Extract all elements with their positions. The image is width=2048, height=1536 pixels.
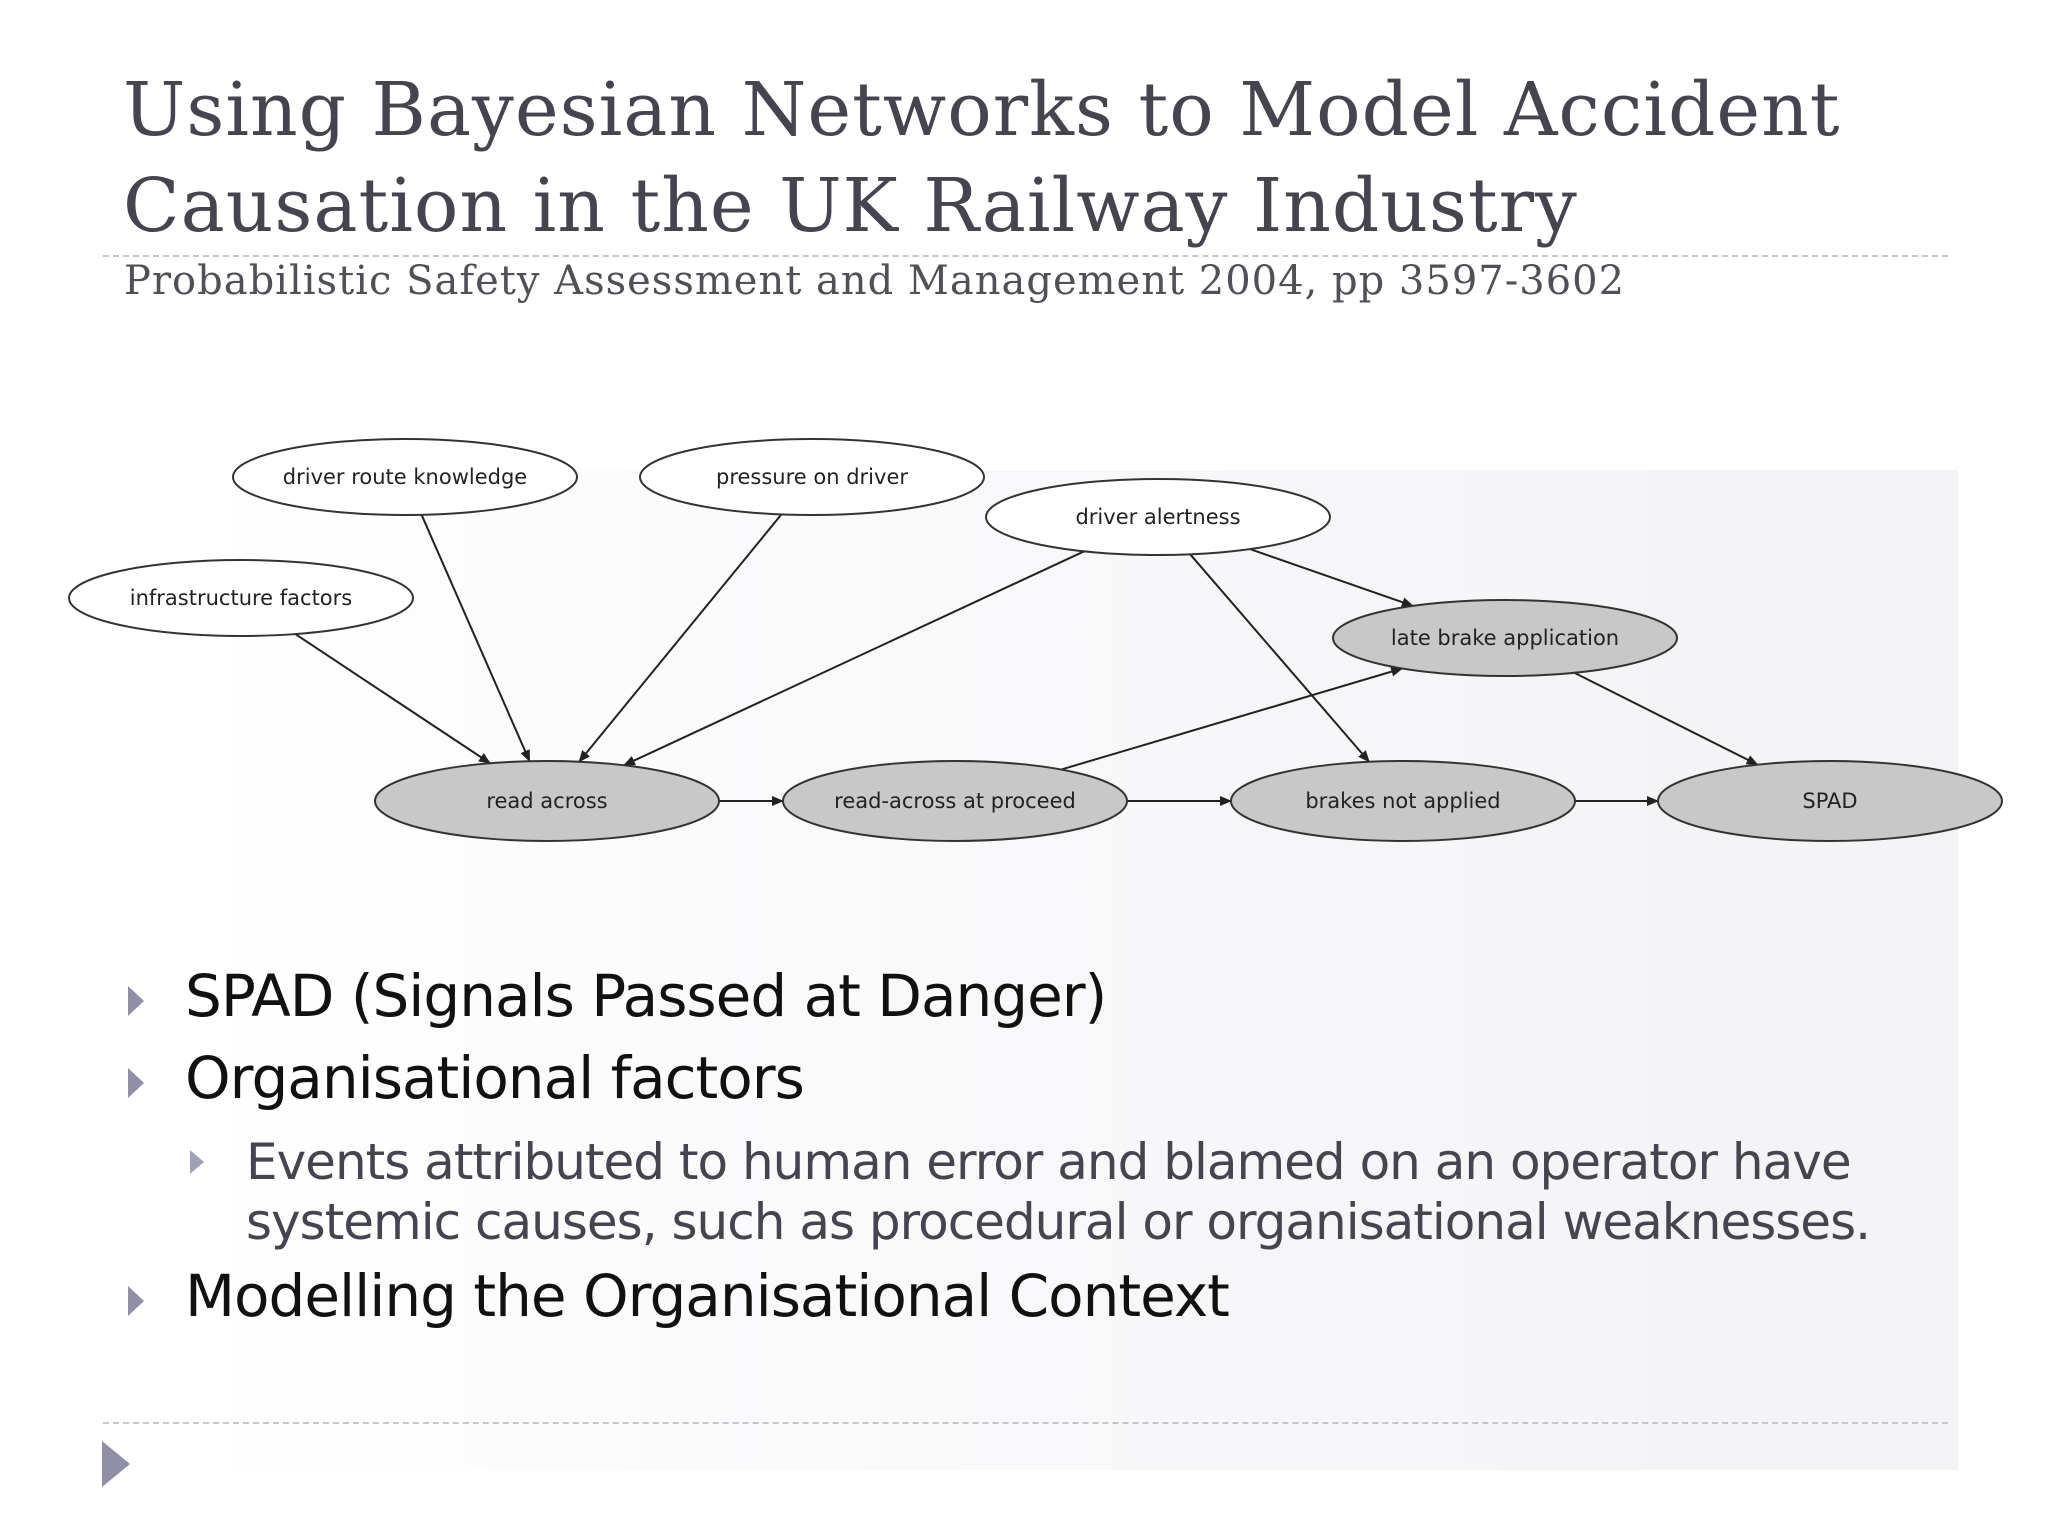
node-read-across [375,761,719,841]
sub-bullet-human-error: Events attributed to human error and blamed on an operator have systemic causes, such as procedural or organisational weaknesses. [246,1133,1871,1251]
node-driver-alertness [986,479,1330,555]
footer-divider [103,1422,1948,1424]
edge-driver-alertness-to-read-across [624,551,1084,765]
slide-subtitle: Probabilistic Safety Assessment and Management 2004, pp 3597-3602 [124,258,1626,304]
node-infrastructure-factors [69,560,413,636]
edge-pressure-on-driver-to-read-across [579,514,781,761]
node-label-read-across: read across [486,789,608,813]
edge-driver-alertness-to-brakes-not-applied [1190,554,1369,761]
node-label-spad: SPAD [1802,789,1858,813]
triangle-bullet-icon [128,1286,144,1316]
node-label-late-brake-application: late brake application [1390,626,1620,650]
triangle-bullet-icon [128,986,144,1016]
bullet-modelling-context: Modelling the Organisational Context [185,1262,1229,1330]
node-late-brake-application [1333,600,1677,676]
edge-read-across-at-proceed-to-late-brake-application [1061,668,1402,769]
edge-late-brake-application-to-spad [1574,673,1757,765]
edge-driver-alertness-to-late-brake-application [1250,549,1413,606]
node-label-driver-route-knowledge: driver route knowledge [282,465,528,489]
edge-infrastructure-factors-to-read-across [295,634,490,763]
node-brakes-not-applied [1231,761,1575,841]
title-line-1: Using Bayesian Networks to Model Accident [123,67,1841,153]
triangle-bullet-icon [128,1068,144,1098]
play-triangle-icon[interactable] [102,1441,130,1487]
node-label-driver-alertness: driver alertness [1075,505,1241,529]
node-label-read-across-at-proceed: read-across at proceed [834,789,1076,813]
node-pressure-on-driver [640,439,984,515]
bullet-spad: SPAD (Signals Passed at Danger) [185,962,1107,1030]
title-line-2: Causation in the UK Railway Industry [123,163,1578,249]
node-spad [1658,761,2002,841]
node-label-infrastructure-factors: infrastructure factors [129,586,353,610]
node-label-brakes-not-applied: brakes not applied [1305,789,1501,813]
bullet-organisational-factors: Organisational factors [185,1044,804,1112]
node-label-pressure-on-driver: pressure on driver [716,465,908,489]
edge-driver-route-knowledge-to-read-across [422,515,530,761]
triangle-bullet-icon [190,1150,204,1174]
node-driver-route-knowledge [233,439,577,515]
node-read-across-at-proceed [783,761,1127,841]
